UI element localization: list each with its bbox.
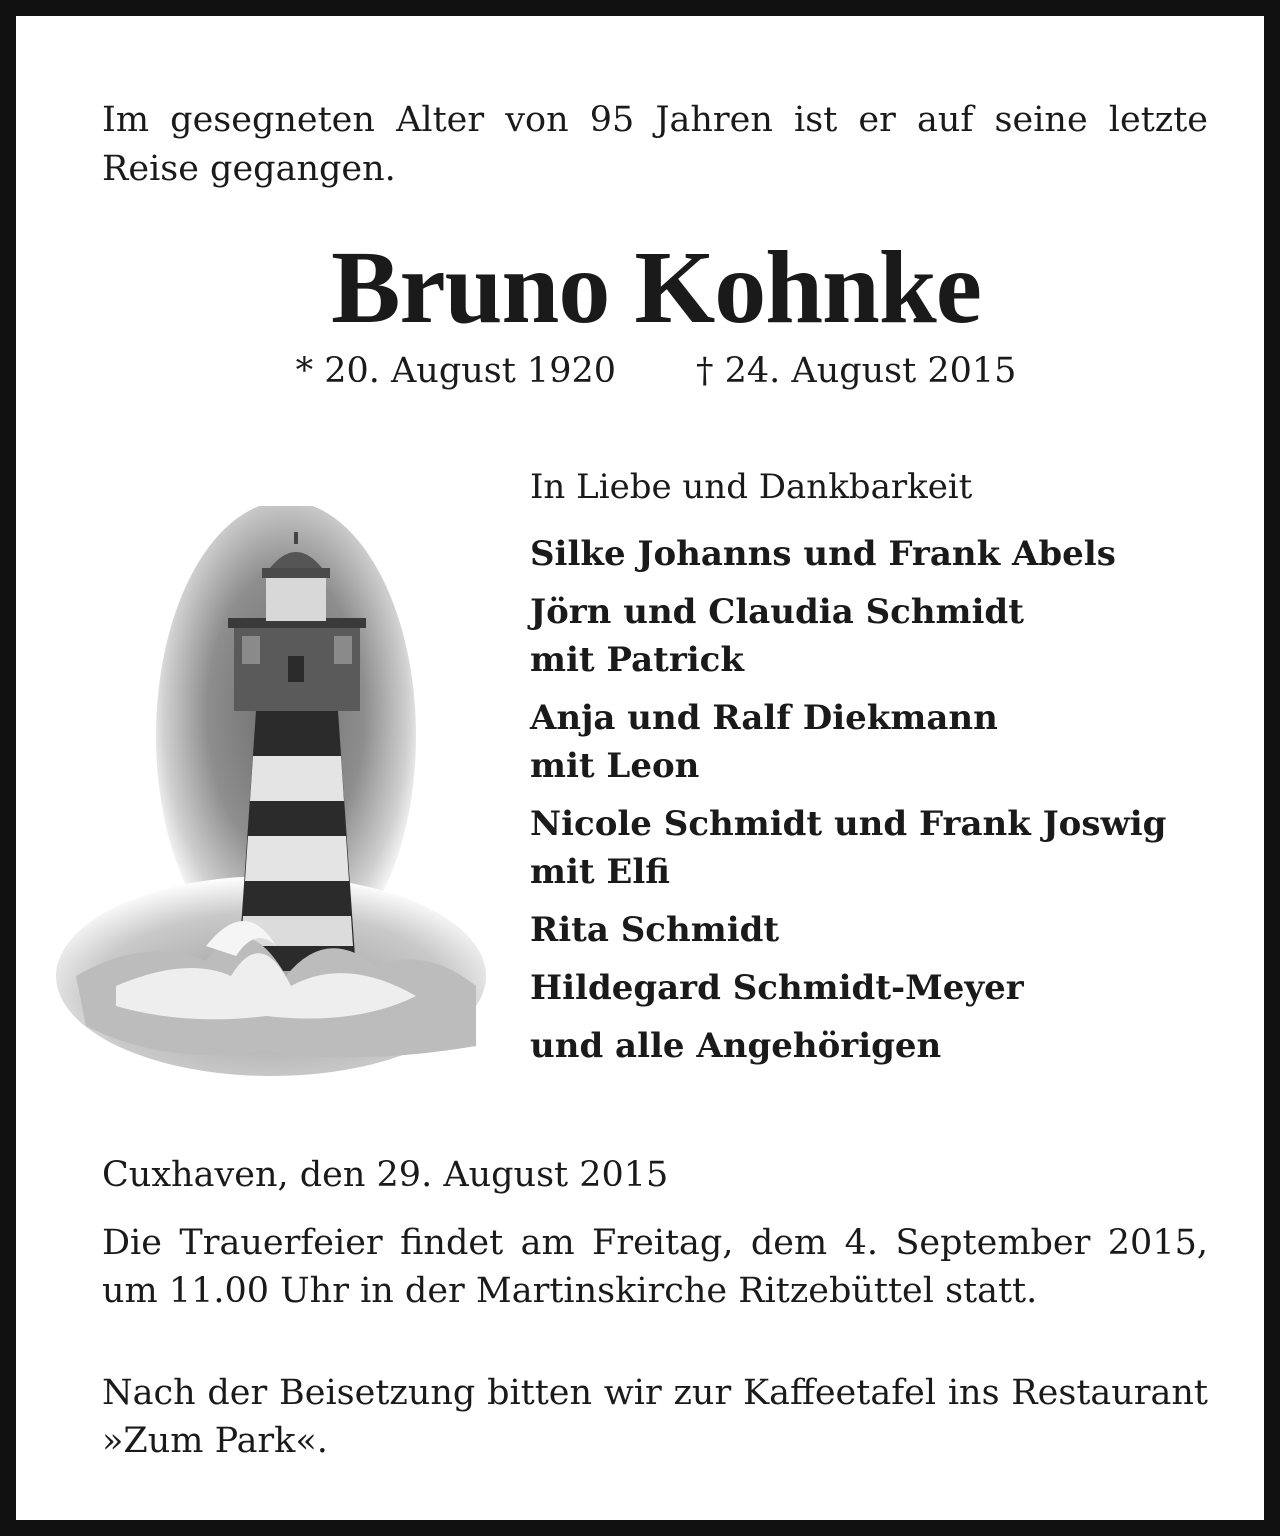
- death-date: † 24. August 2015: [696, 351, 1017, 391]
- mourner-entry: [530, 588, 1230, 684]
- mourner-entry: [530, 1022, 1230, 1070]
- mourner-name: und alle Angehörigen: [530, 1026, 942, 1066]
- mourner-child: mit Patrick: [530, 640, 744, 680]
- love-line: In Liebe und Dankbarkeit: [530, 467, 973, 507]
- mourner-name: Hildegard Schmidt-Meyer: [530, 968, 1024, 1008]
- mourner-entry: [530, 906, 1230, 954]
- lighthouse-icon: [56, 506, 486, 1076]
- mourners-list: [530, 530, 1230, 1080]
- mourner-entry: [530, 530, 1230, 578]
- life-dates: [16, 346, 1280, 396]
- deceased-name: Bruno Kohnke: [331, 230, 981, 345]
- intro-text: Im gesegneten Alter von 95 Jahren ist er auf seine letzte Reise gegangen.: [102, 100, 1208, 189]
- mourner-name: Jörn und Claudia Schmidt: [530, 592, 1024, 632]
- coffee-text: Nach der Beisetzung bitten wir zur Kaffeetafel ins Restaurant »Zum Park«.: [102, 1373, 1208, 1461]
- mourner-name: Anja und Ralf Diekmann: [530, 698, 998, 738]
- mourner-name: Silke Johanns und Frank Abels: [530, 534, 1116, 574]
- mourner-name: Nicole Schmidt und Frank Joswig: [530, 804, 1167, 844]
- birth-date: * 20. August 1920: [295, 351, 616, 391]
- place-date: Cuxhaven, den 29. August 2015: [102, 1155, 669, 1195]
- mourner-entry: [530, 800, 1230, 896]
- mourner-entry: [530, 964, 1230, 1012]
- mourner-name: Rita Schmidt: [530, 910, 780, 950]
- mourner-child: mit Leon: [530, 746, 700, 786]
- ceremony-text: Die Trauerfeier findet am Freitag, dem 4. September 2015, um 11.00 Uhr in der Martinskirche Ritzebüttel statt.: [102, 1223, 1208, 1311]
- mourner-child: mit Elfi: [530, 852, 670, 892]
- mourner-entry: [530, 694, 1230, 790]
